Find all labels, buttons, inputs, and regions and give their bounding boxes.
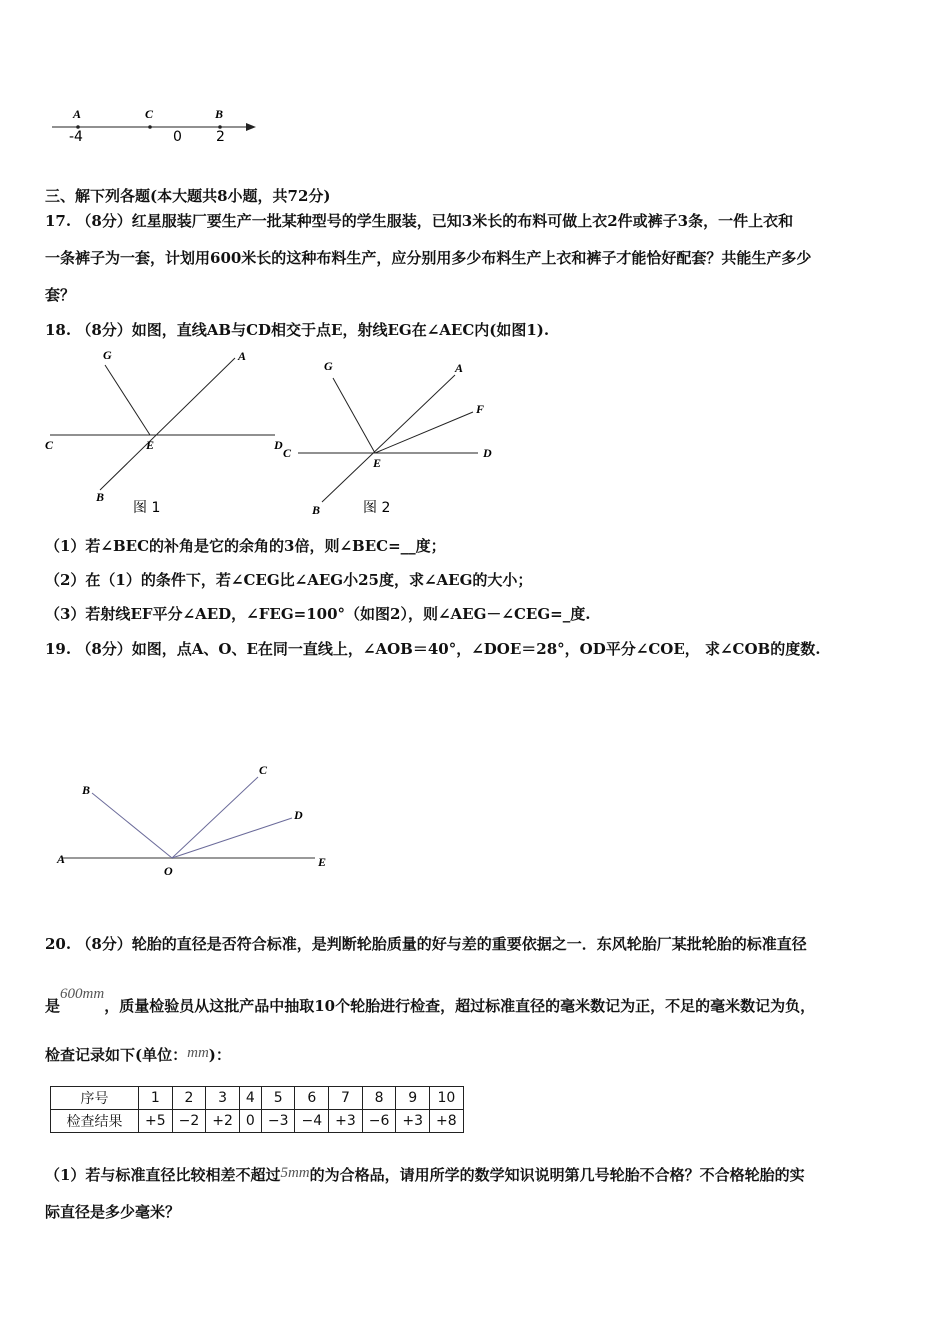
svg-text:C: C [283, 446, 292, 460]
svg-text:A: A [238, 349, 247, 363]
table-cell: 2 [172, 1087, 206, 1110]
figure-2 [298, 375, 478, 502]
svg-text:O: O [164, 864, 173, 878]
figure-q19 [56, 763, 326, 878]
table-cell: +3 [329, 1110, 363, 1133]
table-cell: 3 [206, 1087, 240, 1110]
q20-line2: 是600mm，质量检验员从这批产品中抽取10个轮胎进行检查，超过标准直径的毫米数记为正，不足的毫米数记为负， [45, 986, 816, 1015]
table-cell: +3 [396, 1110, 430, 1133]
table-cell: 7 [329, 1087, 363, 1110]
svg-text:G: G [324, 359, 333, 373]
q18-part1: （1）若∠BEC的补角是它的余角的3倍，则∠BEC=__度； [45, 537, 446, 555]
q20-part1: （1）若与标准直径比较相差不超过5mm的为合格品，请用所学的数学知识说明第几号轮胎不合格？不合格轮胎的实 [45, 1165, 805, 1184]
math-600mm: 600mm [60, 986, 105, 1002]
math-mm: mm [187, 1045, 209, 1061]
table-row [51, 1087, 464, 1110]
figure-1-labels [45, 348, 283, 516]
q18-part2: （2）在（1）的条件下，若∠CEG比∠AEG小25度，求∠AEG的大小； [45, 571, 533, 589]
q18-part3: （3）若射线EF平分∠AED，∠FEG=100°（如图2），则∠AEG－∠CEG=_度. [45, 605, 591, 623]
q18-stem: 18. （8分）如图，直线AB与CD相交于点E，射线EG在∠AEC内(如图1). [45, 321, 550, 339]
table-cell: 0 [239, 1110, 261, 1133]
tick-0: 0 [173, 129, 182, 145]
section-title: 三、解下列各题(本大题共8小题，共72分) [45, 187, 331, 205]
svg-text:G: G [103, 348, 112, 362]
q19-stem: 19. （8分）如图，点A、O、E在同一直线上，∠AOB＝40°，∠DOE＝28°，OD平分∠COE， 求∠COB的度数. [45, 640, 821, 658]
svg-text:B: B [312, 503, 321, 517]
figure-1-caption: 图 1 [133, 500, 161, 516]
table-cell: +8 [430, 1110, 464, 1133]
table-cell: 8 [362, 1087, 396, 1110]
table-cell: 1 [139, 1087, 173, 1110]
row-header: 检查结果 [51, 1110, 139, 1133]
svg-text:C: C [45, 438, 54, 452]
label-a: A [73, 107, 82, 121]
math-5mm: 5mm [280, 1165, 310, 1181]
q20-line3: 检查记录如下(单位：mm)： [45, 1045, 231, 1064]
table-cell: −3 [261, 1110, 295, 1133]
table-cell: 6 [295, 1087, 329, 1110]
figure-2-caption: 图 2 [363, 500, 391, 516]
q17-line3: 套？ [45, 286, 76, 304]
q20-part1-line2: 际直径是多少毫米？ [45, 1203, 181, 1221]
svg-text:E: E [318, 855, 327, 869]
svg-text:E: E [146, 438, 155, 452]
label-c: C [145, 107, 154, 121]
table-cell: 9 [396, 1087, 430, 1110]
figure-1 [50, 358, 275, 490]
q17-line1: 17. （8分）红星服装厂要生产一批某种型号的学生服装，已知3米长的布料可做上衣2件或裤子3条，一件上衣和 [45, 212, 794, 230]
svg-text:B: B [96, 490, 105, 504]
svg-text:F: F [476, 402, 485, 416]
label-b: B [215, 107, 224, 121]
table-cell: −2 [172, 1110, 206, 1133]
svg-text:D: D [483, 446, 492, 460]
svg-text:A: A [57, 852, 66, 866]
table-cell: 4 [239, 1087, 261, 1110]
table-cell: −6 [362, 1110, 396, 1133]
q17-line2: 一条裤子为一套，计划用600米长的这种布料生产，应分别用多少布料生产上衣和裤子才能恰好配套？共能生产多少 [45, 249, 812, 267]
svg-text:E: E [373, 456, 382, 470]
table-cell: +5 [139, 1110, 173, 1133]
svg-text:A: A [455, 361, 464, 375]
table-cell: 10 [430, 1087, 464, 1110]
q20-line1: 20. （8分）轮胎的直径是否符合标准，是判断轮胎质量的好与差的重要依据之一．东风轮胎厂某批轮胎的标准直径 [45, 935, 807, 953]
tick-b: 2 [216, 129, 225, 145]
table-row [51, 1110, 464, 1133]
svg-text:B: B [82, 783, 91, 797]
number-line [52, 107, 256, 145]
svg-text:D: D [274, 438, 283, 452]
point-c [148, 125, 152, 129]
inspection-table [50, 1086, 464, 1133]
table-cell: +2 [206, 1110, 240, 1133]
svg-text:D: D [294, 808, 303, 822]
tick-a: -4 [69, 129, 83, 145]
figure-2-labels [283, 359, 492, 517]
table-cell: −4 [295, 1110, 329, 1133]
svg-text:C: C [259, 763, 268, 777]
table-cell: 5 [261, 1087, 295, 1110]
row-header: 序号 [51, 1087, 139, 1110]
